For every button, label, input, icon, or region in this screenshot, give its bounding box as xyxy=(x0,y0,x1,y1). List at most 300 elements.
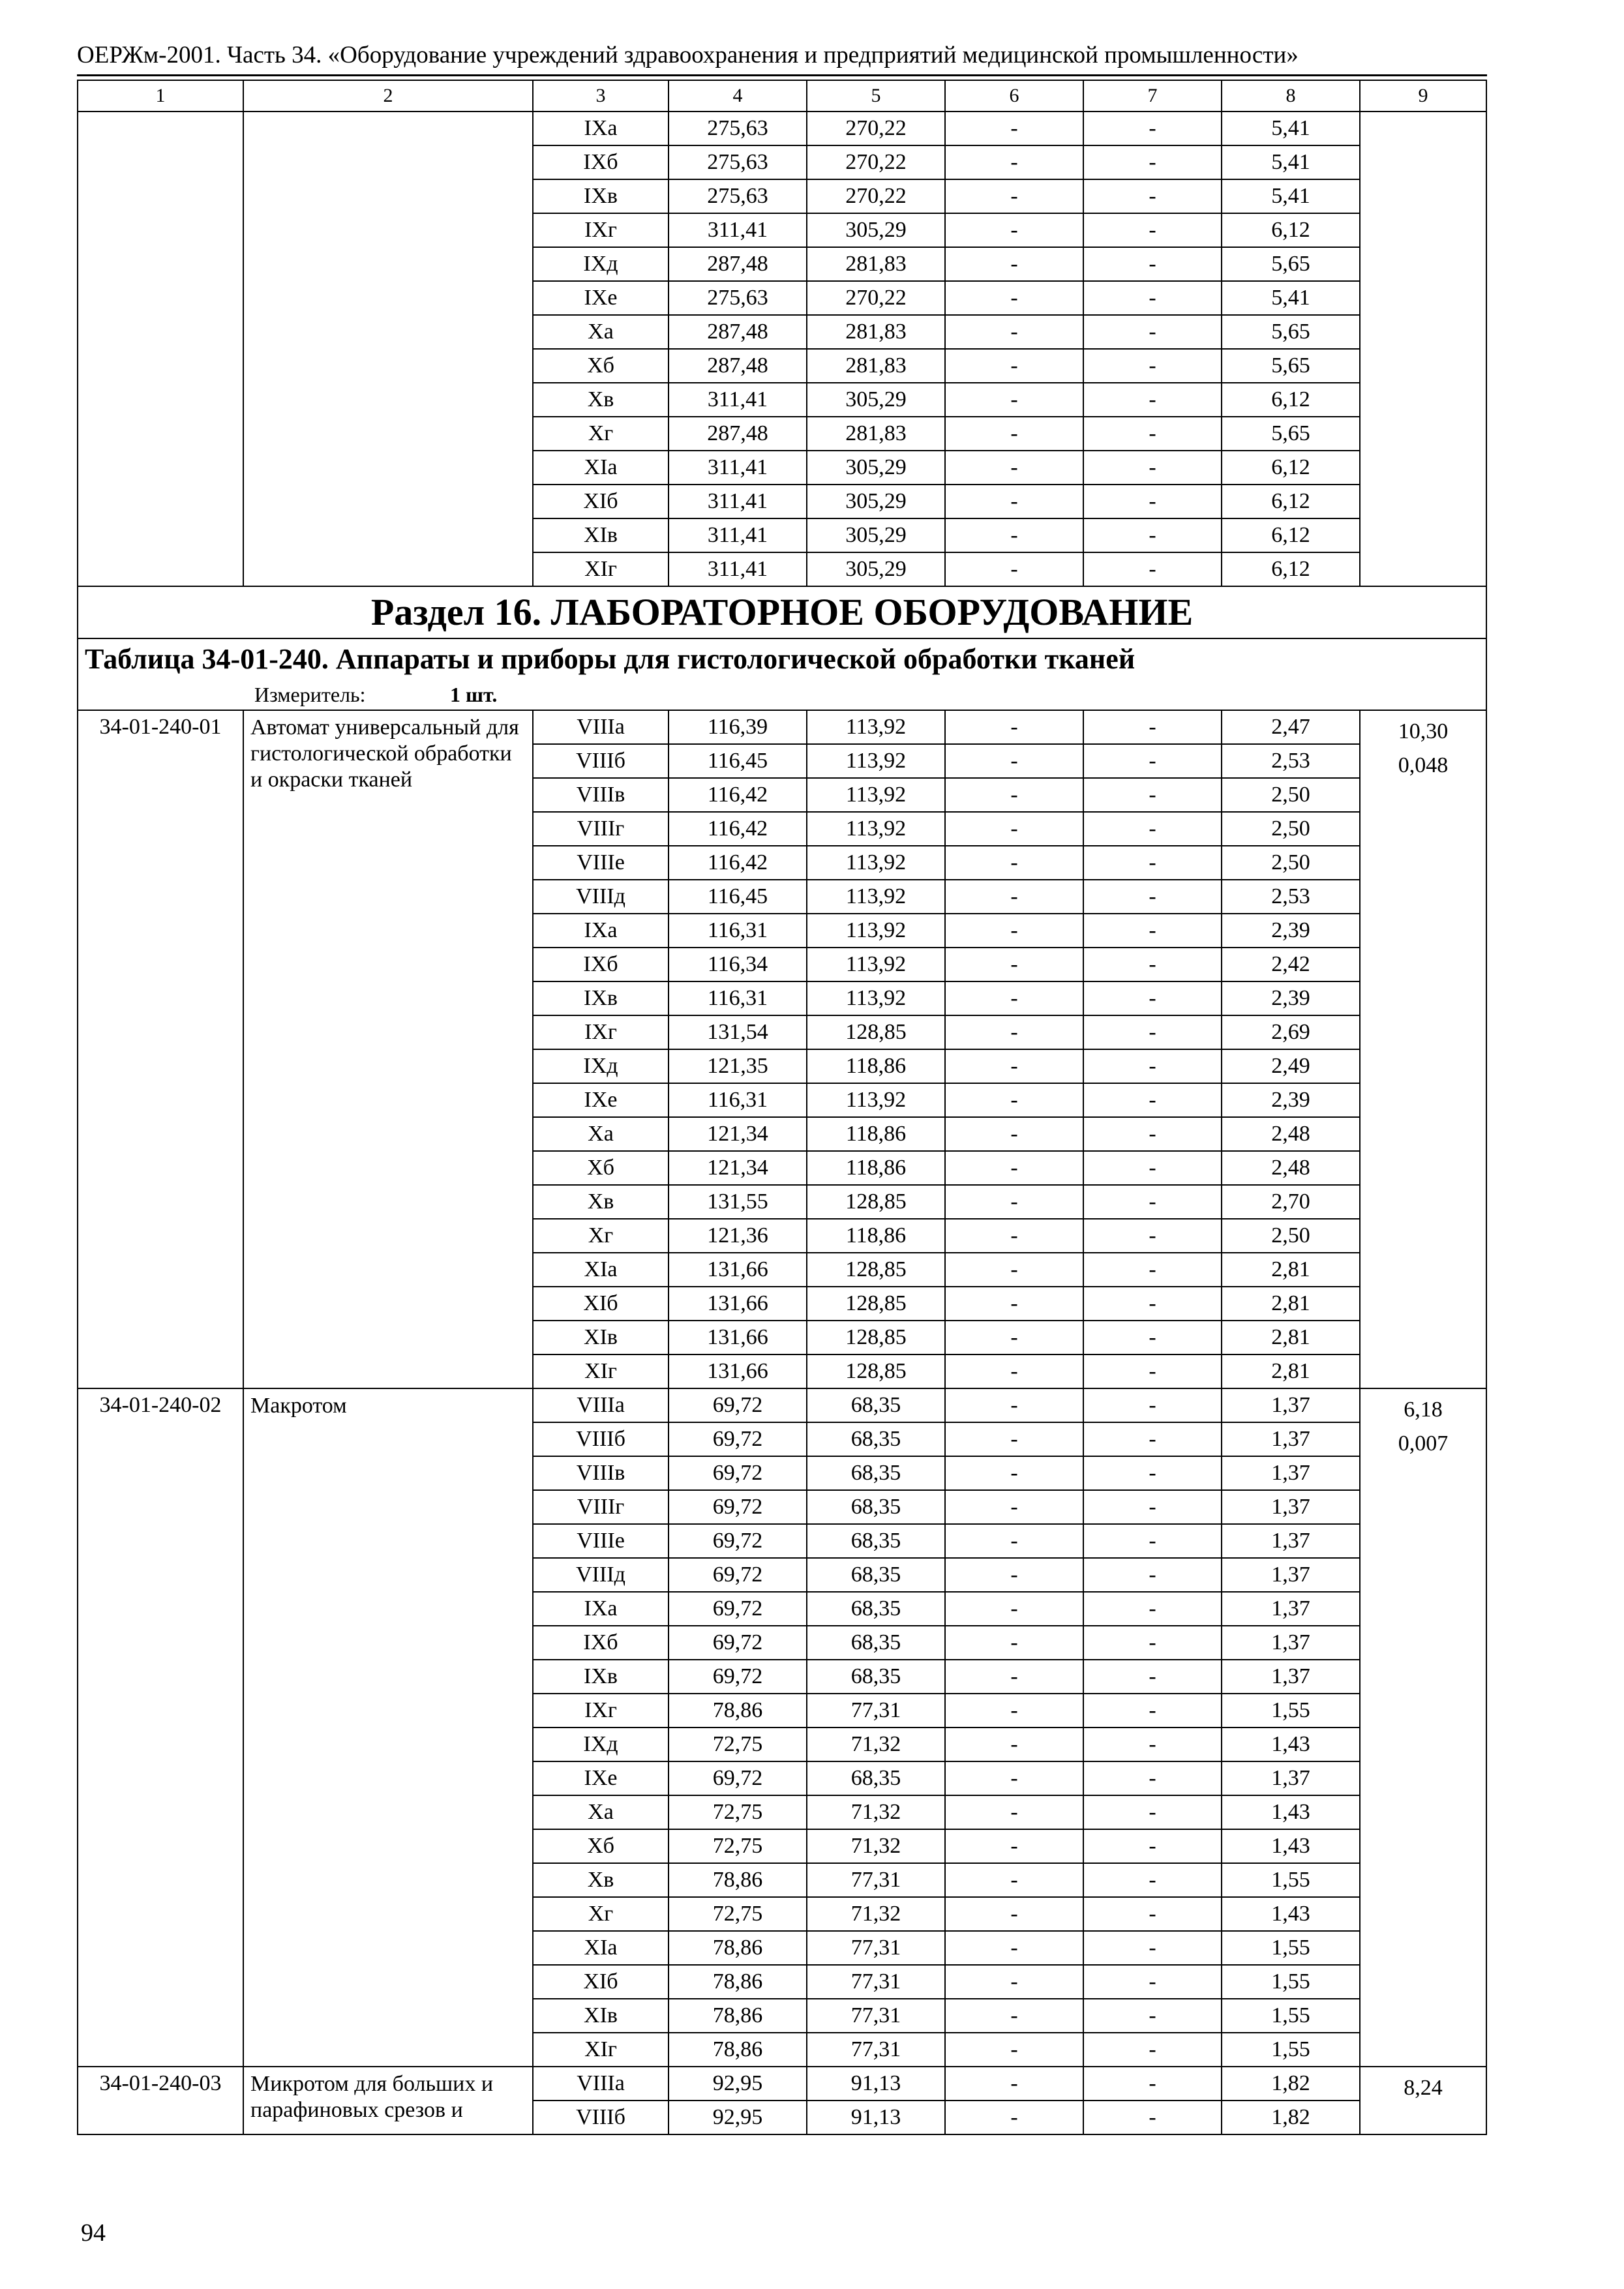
cell-c5: 91,13 xyxy=(807,2101,945,2134)
cell-c4: 69,72 xyxy=(669,1388,807,1422)
cell-c6: - xyxy=(945,1592,1083,1626)
cell-c7: - xyxy=(1083,552,1222,586)
cell-c3: VIIIб xyxy=(533,2101,669,2134)
cell-c7: - xyxy=(1083,1490,1222,1524)
cell-c5: 71,32 xyxy=(807,1795,945,1829)
cell-c6: - xyxy=(945,1626,1083,1660)
table-row xyxy=(78,710,1486,744)
cell-c4: 121,35 xyxy=(669,1049,807,1083)
cell-c5: 118,86 xyxy=(807,1219,945,1253)
cell-c7: - xyxy=(1083,880,1222,914)
cell-c8: 5,41 xyxy=(1222,281,1360,315)
cell-c7: - xyxy=(1083,1388,1222,1422)
cell-c7: - xyxy=(1083,2033,1222,2067)
cell-c3: XIг xyxy=(533,2033,669,2067)
cell-c5: 68,35 xyxy=(807,1524,945,1558)
cell-c7: - xyxy=(1083,1456,1222,1490)
cell-c4: 121,34 xyxy=(669,1151,807,1185)
item-c9-value: 10,30 xyxy=(1398,719,1449,743)
cell-c5: 77,31 xyxy=(807,1694,945,1728)
cell-c4: 131,54 xyxy=(669,1015,807,1049)
cell-c6: - xyxy=(945,247,1083,281)
cell-c3: Xа xyxy=(533,1795,669,1829)
cell-c3: IXв xyxy=(533,981,669,1015)
cell-c4: 69,72 xyxy=(669,1592,807,1626)
cell-c4: 131,66 xyxy=(669,1321,807,1354)
section-row xyxy=(78,586,1486,638)
cell-c3: XIа xyxy=(533,451,669,485)
cell-c6: - xyxy=(945,1999,1083,2033)
cell-c8: 2,49 xyxy=(1222,1049,1360,1083)
cell-c3: XIа xyxy=(533,1253,669,1287)
cell-c5: 270,22 xyxy=(807,112,945,145)
cell-c4: 69,72 xyxy=(669,1490,807,1524)
cell-c6: - xyxy=(945,1694,1083,1728)
cell-c7: - xyxy=(1083,1015,1222,1049)
cell-c4: 131,66 xyxy=(669,1354,807,1388)
cell-c3: IXг xyxy=(533,213,669,247)
cell-c7: - xyxy=(1083,2067,1222,2101)
cell-c5: 113,92 xyxy=(807,1083,945,1117)
cell-c6: - xyxy=(945,1049,1083,1083)
cell-c7: - xyxy=(1083,1253,1222,1287)
cell-c4: 311,41 xyxy=(669,485,807,518)
cell-c6: - xyxy=(945,281,1083,315)
cell-c7: - xyxy=(1083,1185,1222,1219)
cell-c6: - xyxy=(945,1185,1083,1219)
cell-c6: - xyxy=(945,1388,1083,1422)
cell-c8: 2,81 xyxy=(1222,1253,1360,1287)
cell-c8: 6,12 xyxy=(1222,518,1360,552)
cell-c6: - xyxy=(945,451,1083,485)
cell-c3: Xв xyxy=(533,1863,669,1897)
cell-c8: 2,81 xyxy=(1222,1287,1360,1321)
cell-c8: 2,53 xyxy=(1222,880,1360,914)
column-number-5: 5 xyxy=(807,80,945,112)
cell-c4: 116,34 xyxy=(669,948,807,981)
cell-c3: IXг xyxy=(533,1694,669,1728)
cell-c8: 1,37 xyxy=(1222,1626,1360,1660)
cell-c4: 275,63 xyxy=(669,179,807,213)
item-c9 xyxy=(1360,710,1486,1388)
cell-c8: 1,43 xyxy=(1222,1728,1360,1761)
cell-c3: XIг xyxy=(533,552,669,586)
cell-c4: 69,72 xyxy=(669,1422,807,1456)
cell-c3: Xа xyxy=(533,315,669,349)
cell-c3: IXв xyxy=(533,179,669,213)
cell-c8: 2,53 xyxy=(1222,744,1360,778)
cell-c8: 5,41 xyxy=(1222,112,1360,145)
cell-c6: - xyxy=(945,145,1083,179)
cell-c6: - xyxy=(945,1219,1083,1253)
item-c9-value: 0,007 xyxy=(1398,1431,1449,1456)
cell-c3: VIIIд xyxy=(533,1558,669,1592)
item-name: Микротом для больших и парафиновых срезов и xyxy=(243,2067,533,2134)
cell-c4: 116,42 xyxy=(669,846,807,880)
cell-c7: - xyxy=(1083,914,1222,948)
column-number-4: 4 xyxy=(669,80,807,112)
cell-c6: - xyxy=(945,1761,1083,1795)
cell-c5: 113,92 xyxy=(807,778,945,812)
cell-c8: 2,42 xyxy=(1222,948,1360,981)
cell-c8: 1,37 xyxy=(1222,1456,1360,1490)
cell-c6: - xyxy=(945,1354,1083,1388)
cell-c4: 92,95 xyxy=(669,2067,807,2101)
cell-c8: 2,39 xyxy=(1222,981,1360,1015)
cell-c4: 116,42 xyxy=(669,812,807,846)
cell-c6: - xyxy=(945,1558,1083,1592)
cell-c5: 113,92 xyxy=(807,880,945,914)
cell-c8: 1,43 xyxy=(1222,1795,1360,1829)
cell-c8: 2,47 xyxy=(1222,710,1360,744)
item-name: Макротом xyxy=(243,1388,533,2067)
cell-c6: - xyxy=(945,112,1083,145)
item-name: Автомат универсальный для гистологической обработки и окраски тканей xyxy=(243,710,533,1388)
cell-c5: 281,83 xyxy=(807,417,945,451)
cell-c5: 68,35 xyxy=(807,1558,945,1592)
cell-c6: - xyxy=(945,1287,1083,1321)
cell-c7: - xyxy=(1083,1049,1222,1083)
cell-c8: 6,12 xyxy=(1222,213,1360,247)
cell-c8: 1,43 xyxy=(1222,1829,1360,1863)
cell-c3: IXб xyxy=(533,1626,669,1660)
cell-c4: 72,75 xyxy=(669,1897,807,1931)
cell-c5: 68,35 xyxy=(807,1592,945,1626)
cell-c6: - xyxy=(945,1897,1083,1931)
cell-c7: - xyxy=(1083,383,1222,417)
cell-c4: 78,86 xyxy=(669,1931,807,1965)
cell-c3: XIб xyxy=(533,485,669,518)
cell-c3: Xв xyxy=(533,383,669,417)
cell-c8: 1,37 xyxy=(1222,1558,1360,1592)
cell-c8: 2,81 xyxy=(1222,1354,1360,1388)
column-number-1: 1 xyxy=(78,80,243,112)
measure-row xyxy=(78,680,1486,710)
cell-c6: - xyxy=(945,948,1083,981)
cell-c5: 281,83 xyxy=(807,315,945,349)
cell-c5: 77,31 xyxy=(807,1965,945,1999)
cell-c6: - xyxy=(945,1728,1083,1761)
item-c9-value: 0,048 xyxy=(1398,753,1449,777)
cell-c5: 305,29 xyxy=(807,451,945,485)
cell-c5: 113,92 xyxy=(807,812,945,846)
cell-c3: IXа xyxy=(533,1592,669,1626)
cell-c8: 2,39 xyxy=(1222,1083,1360,1117)
cell-c5: 113,92 xyxy=(807,846,945,880)
cell-c5: 118,86 xyxy=(807,1151,945,1185)
page-number: 94 xyxy=(81,2219,106,2247)
cell-c3: Xг xyxy=(533,1897,669,1931)
cell-c3: XIв xyxy=(533,1999,669,2033)
cell-c6: - xyxy=(945,1083,1083,1117)
cell-c3: XIа xyxy=(533,1931,669,1965)
cell-c8: 6,12 xyxy=(1222,485,1360,518)
cell-c7: - xyxy=(1083,1117,1222,1151)
cell-c5: 68,35 xyxy=(807,1761,945,1795)
cell-c5: 68,35 xyxy=(807,1388,945,1422)
cell-c7: - xyxy=(1083,1219,1222,1253)
cell-c8: 1,37 xyxy=(1222,1524,1360,1558)
cell-c4: 287,48 xyxy=(669,349,807,383)
cell-c4: 311,41 xyxy=(669,213,807,247)
cell-c7: - xyxy=(1083,179,1222,213)
cell-c3: Xб xyxy=(533,1151,669,1185)
cell-c3: Xв xyxy=(533,1185,669,1219)
cell-c7: - xyxy=(1083,349,1222,383)
table-row xyxy=(78,1388,1486,1422)
cell-c3: VIIIг xyxy=(533,812,669,846)
cell-c6: - xyxy=(945,981,1083,1015)
cell-c7: - xyxy=(1083,846,1222,880)
cell-c5: 113,92 xyxy=(807,914,945,948)
cell-c5: 305,29 xyxy=(807,213,945,247)
cell-c7: - xyxy=(1083,981,1222,1015)
cell-c5: 68,35 xyxy=(807,1422,945,1456)
cell-c6: - xyxy=(945,1863,1083,1897)
cell-c7: - xyxy=(1083,1660,1222,1694)
cell-c8: 1,37 xyxy=(1222,1422,1360,1456)
cell-c4: 116,31 xyxy=(669,914,807,948)
cell-c4: 116,45 xyxy=(669,880,807,914)
cell-c4: 69,72 xyxy=(669,1626,807,1660)
cell-c4: 78,86 xyxy=(669,2033,807,2067)
cell-c6: - xyxy=(945,1660,1083,1694)
cell-c7: - xyxy=(1083,948,1222,981)
cell-c5: 270,22 xyxy=(807,145,945,179)
cell-c5: 71,32 xyxy=(807,1829,945,1863)
cell-c4: 311,41 xyxy=(669,383,807,417)
cell-c8: 6,12 xyxy=(1222,383,1360,417)
cell-c6: - xyxy=(945,1456,1083,1490)
cell-c6: - xyxy=(945,1490,1083,1524)
cell-c3: VIIIа xyxy=(533,1388,669,1422)
cell-c3: IXд xyxy=(533,1049,669,1083)
cell-c4: 116,31 xyxy=(669,981,807,1015)
cell-c7: - xyxy=(1083,485,1222,518)
cell-c4: 69,72 xyxy=(669,1524,807,1558)
cell-c4: 275,63 xyxy=(669,145,807,179)
cell-c3: IXб xyxy=(533,948,669,981)
cell-c6: - xyxy=(945,1117,1083,1151)
cell-c8: 5,65 xyxy=(1222,247,1360,281)
cell-c3: VIIIв xyxy=(533,1456,669,1490)
cell-c5: 118,86 xyxy=(807,1117,945,1151)
cell-c7: - xyxy=(1083,1965,1222,1999)
cell-c7: - xyxy=(1083,1592,1222,1626)
cell-c7: - xyxy=(1083,213,1222,247)
cell-c6: - xyxy=(945,1829,1083,1863)
cell-c3: IXб xyxy=(533,145,669,179)
cell-c8: 6,12 xyxy=(1222,451,1360,485)
cell-c8: 1,55 xyxy=(1222,1931,1360,1965)
table-row xyxy=(78,112,1486,145)
cell-c7: - xyxy=(1083,1897,1222,1931)
cell-c3: Xб xyxy=(533,349,669,383)
cell-c8: 1,55 xyxy=(1222,1999,1360,2033)
cell-c5: 270,22 xyxy=(807,179,945,213)
cell-c8: 5,41 xyxy=(1222,179,1360,213)
cell-c6: - xyxy=(945,383,1083,417)
cell-c5: 77,31 xyxy=(807,1931,945,1965)
cell-c3: VIIIг xyxy=(533,1490,669,1524)
cell-c6: - xyxy=(945,880,1083,914)
cell-c6: - xyxy=(945,710,1083,744)
cell-c4: 287,48 xyxy=(669,417,807,451)
cell-c5: 68,35 xyxy=(807,1456,945,1490)
column-number-row xyxy=(78,80,1486,112)
cell-c3: IXв xyxy=(533,1660,669,1694)
cell-c6: - xyxy=(945,846,1083,880)
cell-c6: - xyxy=(945,179,1083,213)
cell-c7: - xyxy=(1083,1558,1222,1592)
cell-c7: - xyxy=(1083,247,1222,281)
cell-c8: 2,48 xyxy=(1222,1117,1360,1151)
cell-c4: 131,66 xyxy=(669,1287,807,1321)
cell-c3: XIб xyxy=(533,1965,669,1999)
cell-c4: 121,36 xyxy=(669,1219,807,1253)
cell-c6: - xyxy=(945,744,1083,778)
cell-c7: - xyxy=(1083,1761,1222,1795)
cell-c3: IXа xyxy=(533,914,669,948)
cell-c7: - xyxy=(1083,1626,1222,1660)
cell-c4: 78,86 xyxy=(669,1694,807,1728)
cell-c3: XIг xyxy=(533,1354,669,1388)
measure-value: 1 шт. xyxy=(450,683,498,706)
cell-c5: 270,22 xyxy=(807,281,945,315)
cell-c3: VIIIа xyxy=(533,2067,669,2101)
cell-c7: - xyxy=(1083,112,1222,145)
cell-c8: 1,55 xyxy=(1222,1965,1360,1999)
cell-c6: - xyxy=(945,2067,1083,2101)
cell-c3: XIб xyxy=(533,1287,669,1321)
cell-c5: 71,32 xyxy=(807,1728,945,1761)
cell-c5: 128,85 xyxy=(807,1253,945,1287)
column-number-7: 7 xyxy=(1083,80,1222,112)
cell-c6: - xyxy=(945,1151,1083,1185)
cell-c7: - xyxy=(1083,281,1222,315)
cell-c7: - xyxy=(1083,812,1222,846)
cell-c5: 118,86 xyxy=(807,1049,945,1083)
cell-c6: - xyxy=(945,914,1083,948)
cell-c8: 1,37 xyxy=(1222,1761,1360,1795)
cell-c5: 281,83 xyxy=(807,349,945,383)
cell-c5: 305,29 xyxy=(807,552,945,586)
cell-c7: - xyxy=(1083,315,1222,349)
item-c9-value: 6,18 xyxy=(1404,1398,1443,1422)
cell-c3: IXе xyxy=(533,1761,669,1795)
item-c9 xyxy=(1360,1388,1486,2067)
measure-cell xyxy=(78,680,1486,710)
cell-c6: - xyxy=(945,1931,1083,1965)
cell-c3: Xб xyxy=(533,1829,669,1863)
cell-c3: VIIIв xyxy=(533,778,669,812)
cell-c6: - xyxy=(945,1015,1083,1049)
cell-c3: VIIIа xyxy=(533,710,669,744)
header-rule xyxy=(77,74,1487,76)
cell-c8: 2,50 xyxy=(1222,1219,1360,1253)
cell-c6: - xyxy=(945,417,1083,451)
cell-c5: 305,29 xyxy=(807,485,945,518)
cell-c4: 69,72 xyxy=(669,1558,807,1592)
cell-c3: VIIIд xyxy=(533,880,669,914)
cell-c3: IXг xyxy=(533,1015,669,1049)
cell-c3: VIIIе xyxy=(533,1524,669,1558)
cell-c8: 1,37 xyxy=(1222,1592,1360,1626)
cell-c4: 78,86 xyxy=(669,1863,807,1897)
rates-table xyxy=(77,80,1487,2135)
item-code: 34-01-240-03 xyxy=(78,2067,243,2134)
cell-c5: 113,92 xyxy=(807,981,945,1015)
cell-c4: 275,63 xyxy=(669,112,807,145)
item-c9 xyxy=(1360,2067,1486,2134)
cell-c3: Xг xyxy=(533,417,669,451)
cell-c8: 1,37 xyxy=(1222,1660,1360,1694)
cell-c7: - xyxy=(1083,1795,1222,1829)
cell-c6: - xyxy=(945,1253,1083,1287)
cell-c8: 5,41 xyxy=(1222,145,1360,179)
cell-c6: - xyxy=(945,1321,1083,1354)
cell-c5: 128,85 xyxy=(807,1185,945,1219)
cell-c8: 1,55 xyxy=(1222,2033,1360,2067)
cell-c7: - xyxy=(1083,1829,1222,1863)
cell-c7: - xyxy=(1083,145,1222,179)
cell-c6: - xyxy=(945,1524,1083,1558)
cell-c4: 121,34 xyxy=(669,1117,807,1151)
column-number-8: 8 xyxy=(1222,80,1360,112)
cell-c8: 2,70 xyxy=(1222,1185,1360,1219)
cell-c3: VIIIе xyxy=(533,846,669,880)
cell-c5: 128,85 xyxy=(807,1015,945,1049)
cell-c4: 131,66 xyxy=(669,1253,807,1287)
cell-c5: 128,85 xyxy=(807,1287,945,1321)
cell-c7: - xyxy=(1083,2101,1222,2134)
rates-table-body xyxy=(78,80,1486,2134)
cell-c5: 77,31 xyxy=(807,2033,945,2067)
cell-c4: 69,72 xyxy=(669,1660,807,1694)
cell-c7: - xyxy=(1083,417,1222,451)
column-number-2: 2 xyxy=(243,80,533,112)
cell-c7: - xyxy=(1083,518,1222,552)
cell-c4: 78,86 xyxy=(669,1965,807,1999)
column-number-3: 3 xyxy=(533,80,669,112)
cell-c8: 5,65 xyxy=(1222,349,1360,383)
cell-c8: 1,55 xyxy=(1222,1863,1360,1897)
cell-c8: 2,69 xyxy=(1222,1015,1360,1049)
cell-c4: 116,39 xyxy=(669,710,807,744)
cell-c7: - xyxy=(1083,1728,1222,1761)
cell-c5: 305,29 xyxy=(807,518,945,552)
table-title: Таблица 34-01-240. Аппараты и приборы для гистологической обработки тканей xyxy=(78,638,1486,680)
cell-c3: IXе xyxy=(533,281,669,315)
cell-c7: - xyxy=(1083,778,1222,812)
cell-c4: 311,41 xyxy=(669,552,807,586)
cell-c8: 2,48 xyxy=(1222,1151,1360,1185)
cell-c5: 68,35 xyxy=(807,1490,945,1524)
cell-c3: IXе xyxy=(533,1083,669,1117)
cell-c6: - xyxy=(945,778,1083,812)
cell-c8: 2,50 xyxy=(1222,778,1360,812)
item-code: 34-01-240-01 xyxy=(78,710,243,1388)
item-c9-value: 8,24 xyxy=(1404,2076,1443,2100)
cell-c7: - xyxy=(1083,1863,1222,1897)
measure-label: Измеритель: xyxy=(254,683,366,706)
cell-c4: 116,31 xyxy=(669,1083,807,1117)
cell-c5: 91,13 xyxy=(807,2067,945,2101)
cell-c8: 5,65 xyxy=(1222,417,1360,451)
cell-c6: - xyxy=(945,2101,1083,2134)
cell-c4: 69,72 xyxy=(669,1456,807,1490)
cell-c8: 2,50 xyxy=(1222,812,1360,846)
